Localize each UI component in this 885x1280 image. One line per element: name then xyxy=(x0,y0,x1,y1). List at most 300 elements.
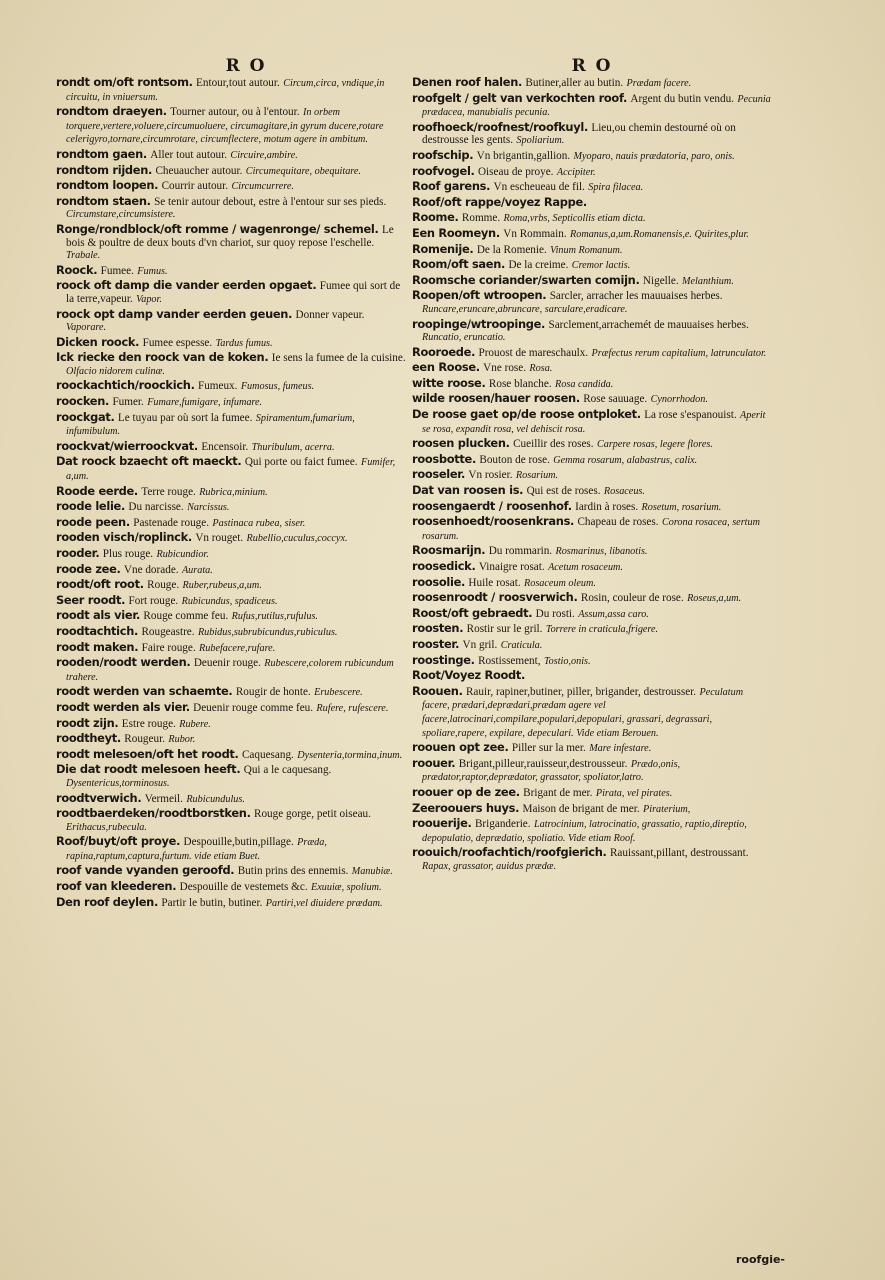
headword: roode zee. xyxy=(56,561,121,576)
latin-gloss: Erithacus,rubecula. xyxy=(66,821,147,833)
french-gloss: Despouille,butin,pillage. xyxy=(183,836,294,849)
latin-gloss: Fumosus, fumeus. xyxy=(240,381,315,393)
latin-gloss: Dysentericus,torminosus. xyxy=(66,777,170,789)
headword: Dat van roosen is. xyxy=(412,483,524,498)
latin-gloss: Spoliarium. xyxy=(516,135,565,147)
french-gloss: Fumee. xyxy=(100,264,134,277)
french-gloss: Vne dorade. xyxy=(123,563,179,576)
dictionary-entry xyxy=(56,455,406,483)
dictionary-entry xyxy=(412,392,772,407)
headword: roockvat/wierroockvat. xyxy=(56,438,198,453)
dictionary-entry xyxy=(412,346,772,361)
dictionary-entry xyxy=(56,531,406,546)
latin-gloss: Prædam facere. xyxy=(626,78,692,89)
headword: roofvogel. xyxy=(412,163,475,178)
latin-gloss: Pastinaca rubea, siser. xyxy=(212,517,306,529)
latin-gloss: Spiramentum,fumarium, infumibulum. xyxy=(66,412,355,438)
latin-gloss: Rubicundus, spadiceus. xyxy=(181,595,278,607)
catchword: roofgie- xyxy=(736,1253,785,1266)
headword: Die dat roodt melesoen heeft. xyxy=(56,762,241,777)
latin-gloss: Myoparo, nauis prædatoria, paro, onis. xyxy=(573,150,735,162)
latin-gloss: Roma,vrbs, Septicollis etiam dicta. xyxy=(503,213,646,225)
dictionary-entry xyxy=(56,807,406,834)
dictionary-entry xyxy=(56,336,406,351)
french-gloss: Qui porte ou faict fumee. xyxy=(244,456,358,469)
headword: roosenroodt / roosverwich. xyxy=(412,590,578,605)
dictionary-entry xyxy=(56,880,406,895)
dictionary-entry xyxy=(56,105,406,147)
dictionary-entry xyxy=(56,896,406,911)
headword: roopinge/wtroopinge. xyxy=(412,316,546,331)
dictionary-entry xyxy=(56,223,406,263)
latin-gloss: Prædo,onis, prædator,raptor,deprædator, grassator, spoliator,latro. xyxy=(422,758,681,784)
dictionary-entry xyxy=(56,641,406,656)
french-gloss: Butin prins des ennemis. xyxy=(237,865,349,878)
dictionary-entry xyxy=(56,516,406,531)
french-gloss: Vne rose. xyxy=(483,362,527,375)
latin-gloss: Pirata, vel pirates. xyxy=(595,787,673,799)
dictionary-entry xyxy=(56,594,406,609)
dictionary-entry xyxy=(56,656,406,684)
headword: roofgelt / gelt van verkochten roof. xyxy=(412,90,628,105)
latin-gloss: Rosmarinus, libanotis. xyxy=(555,546,648,558)
headword: rondtom rijden. xyxy=(56,162,153,177)
french-gloss: Ie sens la fumee de la cuisine. xyxy=(271,352,406,365)
headword: roosen plucken. xyxy=(412,436,510,451)
french-gloss: Vn Rommain. xyxy=(503,227,567,240)
headword: roode lelie. xyxy=(56,499,126,514)
dictionary-entry xyxy=(56,563,406,578)
headword: Roome. xyxy=(412,210,459,225)
headword: Een Roomeyn. xyxy=(412,225,500,240)
latin-gloss: Narcissus. xyxy=(187,502,230,514)
headword: een Roose. xyxy=(412,360,480,375)
latin-gloss: Vinum Romanum. xyxy=(550,244,623,256)
dictionary-entry xyxy=(412,757,772,785)
headword: Roost/oft gebraedt. xyxy=(412,605,533,620)
headword: roodt zijn. xyxy=(56,715,119,730)
headword: rooster. xyxy=(412,636,460,651)
headword: roodtbaerdeken/roodtborstken. xyxy=(56,806,251,821)
french-gloss: La rose s'espanouist. xyxy=(644,409,737,422)
latin-gloss: Carpere rosas, legere flores. xyxy=(596,439,713,451)
latin-gloss: Trabale. xyxy=(66,250,101,262)
dictionary-entry xyxy=(412,607,772,622)
latin-gloss: Rosetum, rosarium. xyxy=(641,501,722,513)
headword: roosenhoedt/roosenkrans. xyxy=(412,514,575,529)
dictionary-entry xyxy=(56,748,406,763)
latin-gloss: Spira filacea. xyxy=(588,182,644,194)
french-gloss: Estre rouge. xyxy=(121,717,176,730)
latin-gloss: Erubescere. xyxy=(314,687,363,699)
headword: roouich/roofachtich/roofgierich. xyxy=(412,845,607,860)
headword: roosbotte. xyxy=(412,451,476,466)
dictionary-entry xyxy=(412,622,772,637)
headword: roofschip. xyxy=(412,147,474,162)
dictionary-entry xyxy=(56,578,406,593)
french-gloss: Romme. xyxy=(461,212,501,225)
headword: rondtom staen. xyxy=(56,193,151,208)
latin-gloss: Circum,circa, vndique,in circuitu, in vniuersum. xyxy=(66,78,385,103)
dictionary-entry xyxy=(412,741,772,756)
french-gloss: Rose sauuage. xyxy=(583,393,648,406)
french-gloss: Deuenir rouge. xyxy=(193,657,261,670)
dictionary-entry xyxy=(56,609,406,624)
latin-gloss: Manubiæ. xyxy=(351,866,393,878)
dictionary-entry xyxy=(412,802,772,817)
french-gloss: Rose blanche. xyxy=(488,377,552,390)
latin-gloss: Runcare,eruncare,abruncare, sarculare,eradicare. xyxy=(422,303,628,315)
dictionary-entry xyxy=(412,377,772,392)
french-gloss: Vn escheueau de fil. xyxy=(493,181,585,194)
dictionary-entry xyxy=(412,289,772,316)
french-gloss: Nigelle. xyxy=(642,274,679,287)
latin-gloss: Runcatio, eruncatio. xyxy=(422,332,506,344)
dictionary-entry xyxy=(412,318,772,345)
french-gloss: Vermeil. xyxy=(144,792,183,805)
headword: Rooroede. xyxy=(412,344,476,359)
dictionary-entry xyxy=(412,121,772,148)
headword: rondt om/oft rontsom. xyxy=(56,75,193,89)
headword: roofhoeck/roofnest/roofkuyl. xyxy=(412,119,588,134)
french-gloss: Fumee qui sort de la terre,vapeur. xyxy=(66,280,401,305)
headword: wilde roosen/hauer roosen. xyxy=(412,391,580,406)
french-gloss: Bouton de rose. xyxy=(479,453,550,466)
latin-gloss: Thuribulum, acerra. xyxy=(251,441,335,453)
latin-gloss: Aurata. xyxy=(181,564,213,576)
latin-gloss: Rubor. xyxy=(168,734,196,746)
dictionary-entry xyxy=(56,195,406,222)
headword: Roopen/oft wtroopen. xyxy=(412,288,547,303)
dictionary-entry xyxy=(56,701,406,716)
dictionary-entry xyxy=(56,763,406,790)
headword: roodt werden als vier. xyxy=(56,699,190,714)
french-gloss: Iardin à roses. xyxy=(575,500,639,513)
latin-gloss: Rapax, grassator, auidus prædæ. xyxy=(422,860,557,872)
headword: Roode eerde. xyxy=(56,483,138,498)
dictionary-entry xyxy=(56,625,406,640)
latin-gloss: Circuire,ambire. xyxy=(230,149,298,161)
latin-gloss: Exuuiæ, spolium. xyxy=(311,882,382,894)
latin-gloss: Præfectus rerum capitalium, latrunculator. xyxy=(591,347,767,359)
headword: roodt als vier. xyxy=(56,608,141,623)
headword: roouen opt zee. xyxy=(412,740,509,755)
latin-gloss: Piraterium, xyxy=(643,803,691,815)
dictionary-entry xyxy=(412,437,772,452)
dictionary-entry xyxy=(56,179,406,194)
running-head-right: R O xyxy=(571,56,613,76)
dictionary-entry xyxy=(56,411,406,439)
left-column xyxy=(56,56,406,911)
french-gloss: Vn gril. xyxy=(462,638,498,651)
latin-gloss: Vapor. xyxy=(136,293,162,305)
french-gloss: Chapeau de roses. xyxy=(577,516,659,529)
headword: roockachtich/roockich. xyxy=(56,378,195,393)
french-gloss: Maison de brigant de mer. xyxy=(522,802,640,815)
dictionary-entry xyxy=(56,864,406,879)
latin-gloss: Partiri,vel diuidere prædam. xyxy=(265,897,383,909)
french-gloss: De la Romenie. xyxy=(476,243,547,256)
latin-gloss: Circumequitare, obequitare. xyxy=(245,165,361,177)
headword: roosedick. xyxy=(412,559,476,573)
french-gloss: Le bois & poultre de deux bouts d'vn chariot, sur quoy repose l'eschelle. xyxy=(66,223,394,249)
headword: Den roof deylen. xyxy=(56,894,159,909)
french-gloss: Rouge. xyxy=(147,579,180,592)
dictionary-entry xyxy=(412,243,772,258)
headword: rooden/roodt werden. xyxy=(56,655,191,670)
latin-gloss: Melanthium. xyxy=(682,275,734,287)
latin-gloss: Rubescere,colorem rubicundum trahere. xyxy=(66,658,394,683)
dictionary-entry xyxy=(56,395,406,410)
latin-gloss: Dysenteria,tormina,inum. xyxy=(297,749,403,761)
latin-gloss: Gemma rosarum, alabastrus, calix. xyxy=(553,454,698,466)
french-gloss: Rostissement, xyxy=(478,654,541,667)
dictionary-entry xyxy=(56,164,406,179)
headword: roode peen. xyxy=(56,514,130,529)
french-gloss: Piller sur la mer. xyxy=(511,742,586,755)
french-gloss: Fumer. xyxy=(112,396,144,409)
french-gloss: Brigant,pilleur,rauisseur,destrousseur. xyxy=(458,757,628,770)
dictionary-entry xyxy=(412,500,772,515)
french-gloss: Qui est de roses. xyxy=(526,485,601,498)
french-gloss: Plus rouge. xyxy=(102,548,154,560)
dictionary-entry xyxy=(412,544,772,559)
dictionary-entry xyxy=(412,408,772,436)
right-entries xyxy=(412,76,772,873)
latin-gloss: Rufere, rufescere. xyxy=(316,702,389,714)
dictionary-entry xyxy=(56,685,406,700)
headword: rooseler. xyxy=(412,467,466,482)
latin-gloss: Rubrica,minium. xyxy=(199,486,268,498)
headword: Roof garens. xyxy=(412,179,491,194)
dictionary-entry xyxy=(412,591,772,606)
dictionary-entry xyxy=(56,308,406,335)
headword: rondtom loopen. xyxy=(56,178,159,193)
dictionary-entry xyxy=(412,654,772,669)
french-gloss: Qui a le caquesang. xyxy=(243,764,332,777)
headword: Room/oft saen. xyxy=(412,257,506,272)
latin-gloss: Rosaceus. xyxy=(603,486,645,498)
headword: Dat roock bzaecht oft maeckt. xyxy=(56,454,242,469)
french-gloss: Terre rouge. xyxy=(141,485,196,498)
headword: roosengaerdt / roosenhof. xyxy=(412,498,572,513)
latin-gloss: Rubere. xyxy=(179,718,211,730)
headword: roocken. xyxy=(56,394,110,409)
french-gloss: Fumeux. xyxy=(197,380,238,393)
french-gloss: Argent du butin vendu. xyxy=(630,92,734,105)
dictionary-entry xyxy=(56,440,406,455)
dictionary-entry xyxy=(56,500,406,515)
french-gloss: Du rommarin. xyxy=(488,545,553,558)
headword: witte roose. xyxy=(412,375,486,390)
french-gloss: Aller tout autour. xyxy=(150,148,228,161)
french-gloss: Rauissant,pillant, destroussant. xyxy=(609,847,749,860)
dictionary-entry xyxy=(412,453,772,468)
latin-gloss: Rubidus,subrubicundus,rubiculus. xyxy=(197,626,338,638)
headword: Root/Voyez Roodt. xyxy=(412,668,526,683)
dictionary-entry xyxy=(412,361,772,376)
latin-gloss: Aperit se rosa, expandit rosa, vel dehiscit rosa. xyxy=(422,410,766,435)
headword: roockgat. xyxy=(56,409,115,424)
headword: De roose gaet op/de roose ontploket. xyxy=(412,407,641,422)
dictionary-entry xyxy=(56,717,406,732)
french-gloss: Vn rosier. xyxy=(468,469,513,482)
dictionary-entry xyxy=(412,638,772,653)
french-gloss: Oiseau de proye. xyxy=(477,165,554,178)
headword: roouer op de zee. xyxy=(412,784,520,799)
french-gloss: Partir le butin, butiner. xyxy=(161,896,263,909)
dictionary-entry xyxy=(56,547,406,562)
headword: roof van kleederen. xyxy=(56,879,177,894)
latin-gloss: Ruber,rubeus,a,um. xyxy=(182,580,262,592)
french-gloss: Despouille de vestemets &c. xyxy=(179,881,308,894)
headword: Roosmarijn. xyxy=(412,543,486,558)
french-gloss: Entour,tout autour. xyxy=(196,77,280,89)
headword: Roouen. xyxy=(412,683,463,698)
headword: roodt maken. xyxy=(56,639,139,654)
latin-gloss: Tardus fumus. xyxy=(215,337,273,349)
headword: rooder. xyxy=(56,546,100,560)
latin-gloss: Rosarium. xyxy=(515,470,559,482)
headword: roof vande vyanden geroofd. xyxy=(56,863,235,878)
latin-gloss: Rubicundulus. xyxy=(186,793,245,805)
french-gloss: Rougeur. xyxy=(124,733,165,746)
dictionary-entry xyxy=(412,560,772,575)
french-gloss: Vn brigantin,gallion. xyxy=(476,149,571,162)
headword: roouerije. xyxy=(412,816,472,831)
headword: Zeeroouers huys. xyxy=(412,800,520,815)
dictionary-entry xyxy=(412,227,772,242)
headword: roosten. xyxy=(412,621,464,636)
headword: Roock. xyxy=(56,262,98,277)
latin-gloss: Assum,assa caro. xyxy=(578,608,649,620)
french-gloss: Rouge gorge, petit oiseau. xyxy=(254,808,371,821)
headword: Seer roodt. xyxy=(56,592,126,607)
french-gloss: Du rosti. xyxy=(535,607,575,620)
headword: rondtom draeyen. xyxy=(56,104,167,119)
latin-gloss: Romanus,a,um.Romanensis,e. Quirites,plur. xyxy=(570,228,749,240)
french-gloss: Rouge comme feu. xyxy=(143,610,229,623)
french-gloss: Tourner autour, ou à l'entour. xyxy=(170,106,300,119)
french-gloss: Encensoir. xyxy=(201,440,249,453)
latin-gloss: Rosaceum oleum. xyxy=(524,577,596,589)
latin-gloss: Olfacio nidorem culinæ. xyxy=(66,365,165,377)
headword: roock oft damp die vander eerden opgaet. xyxy=(56,278,317,293)
dictionary-entry xyxy=(412,484,772,499)
latin-gloss: Rufus,rutilus,rufulus. xyxy=(231,611,318,623)
latin-gloss: Mare infestare. xyxy=(589,743,652,755)
running-head-left: R O xyxy=(225,56,267,76)
french-gloss: Du narcisse. xyxy=(128,501,184,514)
french-gloss: Cheuaucher autour. xyxy=(155,164,243,177)
headword: roodtverwich. xyxy=(56,790,142,805)
latin-gloss: Rosa candida. xyxy=(555,378,614,390)
headword: Denen roof halen. xyxy=(412,75,523,89)
dictionary-entry xyxy=(412,576,772,591)
latin-gloss: Rubellio,cuculus,coccyx. xyxy=(246,533,348,545)
latin-gloss: Præda, rapina,raptum,captura,furtum. vide etiam Buet. xyxy=(66,837,327,862)
french-gloss: Fort rouge. xyxy=(128,594,179,607)
french-gloss: Vinaigre rosat. xyxy=(478,561,545,573)
dictionary-entry xyxy=(412,76,772,91)
latin-gloss: Cremor lactis. xyxy=(571,260,631,272)
french-gloss: Sarclement,arrachemét de mauuaises herbes. xyxy=(548,318,749,331)
headword: roodt melesoen/oft het roodt. xyxy=(56,746,239,761)
french-gloss: Briganderie. xyxy=(474,818,531,831)
headword: Roomsche coriander/swarten comijn. xyxy=(412,272,640,287)
headword: roodtachtich. xyxy=(56,623,139,638)
dictionary-entry xyxy=(56,264,406,279)
french-gloss: Huile rosat. xyxy=(468,576,521,589)
latin-gloss: Rubefacere,rufare. xyxy=(199,642,276,654)
latin-gloss: Tostio,onis. xyxy=(543,655,591,667)
dictionary-entry xyxy=(412,196,772,211)
headword: Roof/oft rappe/voyez Rappe. xyxy=(412,194,587,209)
latin-gloss: Fumus. xyxy=(137,265,168,277)
french-gloss: Fumee espesse. xyxy=(142,336,213,349)
right-column xyxy=(412,56,772,874)
headword: roostinge. xyxy=(412,652,475,667)
dictionary-entry xyxy=(56,485,406,500)
french-gloss: Sarcler, arracher les mauuaises herbes. xyxy=(549,290,723,303)
french-gloss: Le tuyau par où sort la fumee. xyxy=(117,411,253,424)
left-entries xyxy=(56,76,406,910)
french-gloss: Caquesang. xyxy=(241,748,294,761)
latin-gloss: Rosa. xyxy=(529,363,553,375)
headword: rondtom gaen. xyxy=(56,146,147,161)
dictionary-entry xyxy=(56,835,406,863)
headword: roodtheyt. xyxy=(56,731,121,746)
headword: Roof/buyt/oft proye. xyxy=(56,834,181,849)
latin-gloss: Latrocinium, latrocinatio, grassatio, raptio,direptio, depopulatio, deprædatio, spoliatio. Vide etiam Roof. xyxy=(422,819,747,844)
dictionary-entry xyxy=(412,180,772,195)
dictionary-entry xyxy=(412,258,772,273)
french-gloss: Butiner,aller au butin. xyxy=(525,77,624,89)
dictionary-entry xyxy=(56,76,406,104)
dictionary-entry xyxy=(412,468,772,483)
french-gloss: Rougir de honte. xyxy=(235,686,311,699)
dictionary-entry xyxy=(56,792,406,807)
french-gloss: Deuenir rouge comme feu. xyxy=(193,701,314,714)
latin-gloss: Fumare,fumigare, infumare. xyxy=(147,397,263,409)
headword: roodt werden van schaemte. xyxy=(56,684,233,699)
dictionary-entry xyxy=(56,148,406,163)
latin-gloss: Rubicundior. xyxy=(156,549,209,560)
dictionary-entry xyxy=(412,515,772,543)
latin-gloss: Cynorrhodon. xyxy=(650,394,708,406)
headword: Ick riecke den roock van de koken. xyxy=(56,350,269,365)
french-gloss: Rauir, rapiner,butiner, piller, brigander, destrousser. xyxy=(465,685,697,698)
headword: Dicken roock. xyxy=(56,334,140,349)
dictionary-entry xyxy=(412,211,772,226)
dictionary-entry xyxy=(412,274,772,289)
latin-gloss: Circumcurrere. xyxy=(231,181,294,193)
dictionary-entry xyxy=(412,817,772,845)
headword: roodt/oft root. xyxy=(56,577,144,592)
latin-gloss: Acetum rosaceum. xyxy=(548,562,623,573)
latin-gloss: Peculatum facere, prædari,deprædari,prædam agere vel facere,latrocinari,compilare,populari,depopulari, grassari, degrassari, spoliare,rapere, expilare, depeculari. Vide etiam Berouen. xyxy=(422,686,744,739)
latin-gloss: Roseus,a,um. xyxy=(687,593,742,605)
dictionary-entry xyxy=(412,149,772,164)
french-gloss: Se tenir autour debout, estre à l'entour sur ses pieds. xyxy=(154,195,387,208)
headword: Romenije. xyxy=(412,241,474,256)
headword: roouer. xyxy=(412,755,456,770)
latin-gloss: Accipiter. xyxy=(556,166,596,178)
dictionary-entry xyxy=(412,165,772,180)
headword: rooden visch/roplinck. xyxy=(56,530,192,545)
dictionary-entry xyxy=(56,279,406,306)
headword: Ronge/rondblock/oft romme / wagenronge/ schemel. xyxy=(56,221,379,236)
